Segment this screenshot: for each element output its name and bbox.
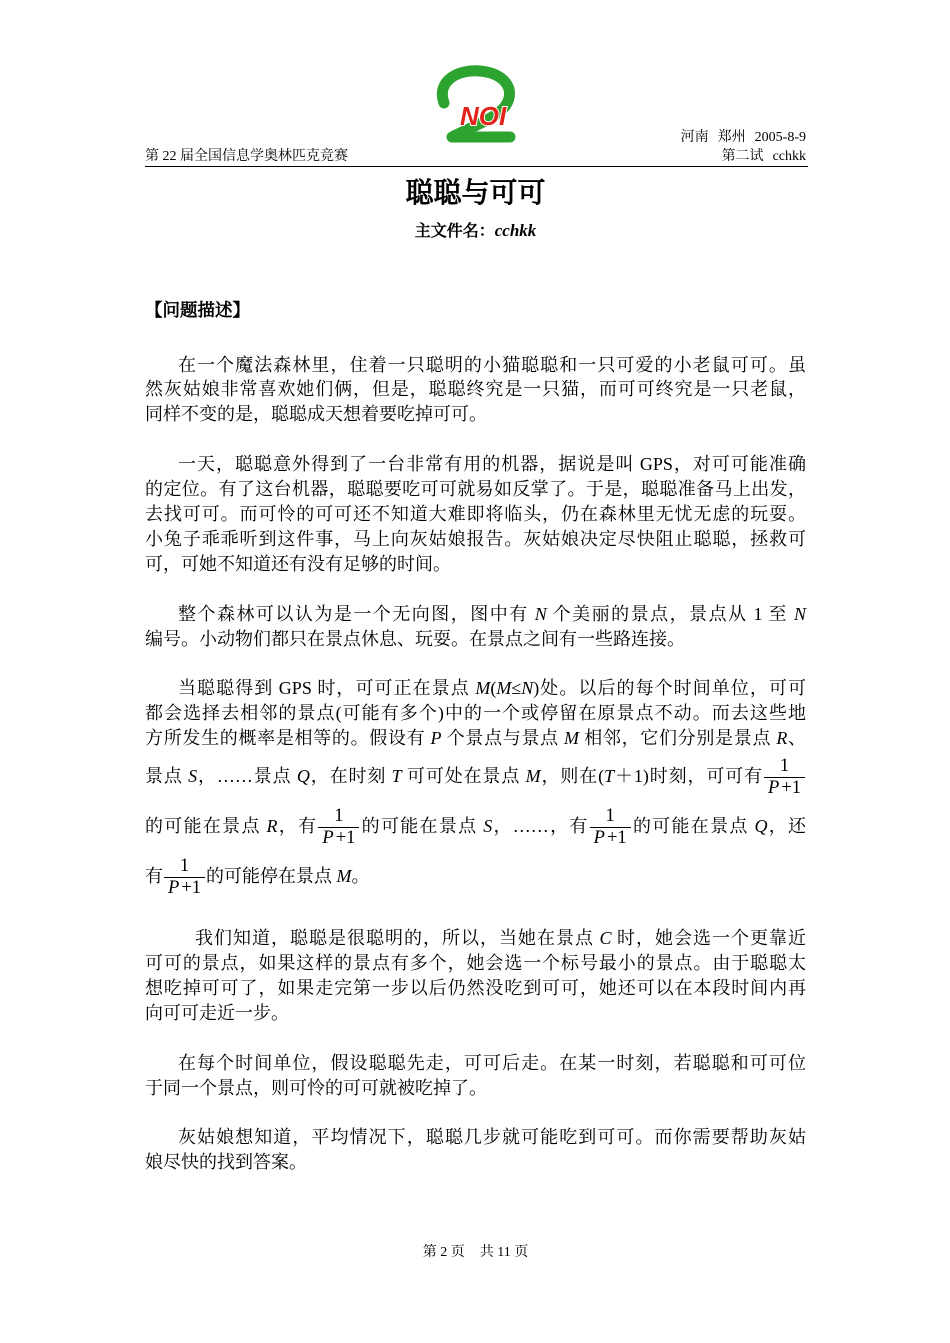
text-run: 想吃掉可可了，如果走完第一步以后仍然没吃到可可，她还可以在本段时间内再 [145,977,806,998]
text-run: 娘尽快的找到答案。 [145,1152,307,1173]
text-line [145,951,806,976]
fraction-denominator-rest: +1 [781,778,802,799]
header-location-date [681,129,806,147]
text-line [145,452,806,477]
text-run: 可可的景点，如果这样的景点有多个，她会选一个标号最小的景点。由于聪聪太 [145,952,806,973]
footer-page-number: 第 2 页 [422,1245,465,1260]
math-variable: N [534,603,547,624]
filename-value: cchkk [494,221,537,240]
math-variable: S [188,766,198,787]
fraction-denominator [764,777,805,799]
math-variable: T [391,766,402,787]
fraction-numerator: 1 [779,756,790,777]
text-run: 的可能在景点 [360,816,484,837]
text-run: 向可可走近一步。 [145,1002,289,1023]
math-variable: P [168,878,180,899]
header-divider [145,166,808,167]
text-run: ≤ [511,678,522,699]
header-round [722,148,806,166]
text-line [145,676,806,701]
paragraph [145,353,806,428]
text-line [145,801,806,851]
math-variable: P [593,828,605,849]
header-contest-name: 第 22 届全国信息学奥林匹克竞赛 [145,149,348,164]
text-run: 在每个时间单位，假设聪聪先走，可可后走。在某一时刻，若聪聪和可可位 [178,1052,806,1073]
text-line [145,1125,806,1150]
header-date: 2005-8-9 [754,130,806,145]
fraction-denominator-rest: +1 [335,828,356,849]
math-variable: C [599,928,612,949]
text-run: 去找可可。而可怜的可可还不知道大难即将临头，仍在森林里无忧无虑的玩耍。 [145,503,806,524]
text-run: 小兔子乖乖听到这件事，马上向灰姑娘报告。灰姑娘决定尽快阻止聪聪，拯救可 [145,528,806,549]
text-run: 然灰姑娘非常喜欢她们俩，但是，聪聪终究是一只猫，而可可终究是一只老鼠， [145,379,806,400]
text-run: 的可能在景点 [145,816,267,837]
text-run: 在一个魔法森林里，住着一只聪明的小猫聪聪和一只可爱的小老鼠可可。虽 [178,354,806,375]
text-run: 、 [787,728,807,749]
math-variable: S [483,816,493,837]
text-line [145,926,806,951]
paragraph [145,1051,806,1101]
fraction [764,756,805,799]
text-run: )处。以后的每个时间单位，可可 [533,678,806,699]
text-run: ，在时刻 [309,766,392,787]
math-variable: R [776,728,788,749]
text-run: ，……景点 [197,766,297,787]
text-line [145,402,806,427]
text-run: 时，她会选一个更靠近 [611,928,807,949]
text-run: 同样不变的是，聪聪成天想着要吃掉可可。 [145,404,487,425]
noi-logo [430,63,522,145]
paragraph [145,1125,806,1175]
text-line [145,726,806,751]
text-run: 一天，聪聪意外得到了一台非常有用的机器，据说是叫 GPS，对可可能准确 [178,454,806,475]
text-line [145,751,806,801]
paragraph [145,452,806,576]
paragraph [145,676,806,901]
fraction-numerator: 1 [179,856,190,877]
fraction-numerator: 1 [334,806,344,827]
math-variable: N [521,678,534,699]
problem-body [145,353,806,1201]
fraction-denominator-rest: +1 [181,878,201,899]
text-run: ，……，有 [492,816,589,837]
math-variable: M [564,728,580,749]
text-line [145,502,806,527]
header-round-label: 第二试 [721,149,764,164]
text-run: ( [490,678,497,699]
text-line [145,527,806,552]
text-run: 当聪聪得到 GPS 时，可可正在景点 [178,678,476,699]
main-filename [145,220,806,242]
text-run: 有 [145,866,163,887]
header-province: 河南 [680,130,709,145]
header-city: 郑州 [717,130,746,145]
fraction-denominator [318,827,359,849]
text-line [145,552,806,577]
text-run: 相邻，它们分别是景点 [579,728,777,749]
section-heading: 【问题描述】 [145,301,250,321]
math-variable: T [604,766,615,787]
header-problem-code: cchkk [772,149,806,164]
footer-total-pages: 共 11 页 [479,1245,529,1260]
text-line [145,602,806,627]
text-line [145,1001,806,1026]
text-line [145,377,806,402]
page-footer [145,1244,806,1262]
fraction-denominator-rest: +1 [606,828,627,849]
text-run: ＋1)时刻，可可有 [614,766,764,787]
math-variable: M [475,678,491,699]
text-line [145,1051,806,1076]
text-run: 我们知道，聪聪是很聪明的，所以，当她在景点 [195,928,600,949]
text-run: 可可处在景点 [401,766,526,787]
math-variable: M [336,866,352,887]
text-line [145,701,806,726]
text-run: 个景点与景点 [441,728,565,749]
text-run: ，还 [767,816,807,837]
text-line [145,627,806,652]
text-run: 的可能停在景点 [206,866,337,887]
logo-text: NOI [460,101,507,131]
math-variable: P [322,828,334,849]
text-line [145,1076,806,1101]
text-run: 灰姑娘想知道，平均情况下，聪聪几步就可能吃到可可。而你需要帮助灰姑 [178,1127,806,1148]
math-variable: N [793,603,806,624]
math-variable: P [430,728,442,749]
text-run: 都会选择去相邻的景点(可能有多个)中的一个或停留在原景点不动。而去这些地 [145,703,806,724]
text-line [145,1150,806,1175]
text-run: ，则在( [540,766,605,787]
text-run: ，有 [277,816,318,837]
text-run: 的定位。有了这台机器，聪聪要吃可可就易如反掌了。于是，聪聪准备马上出发， [145,479,806,500]
math-variable: Q [296,766,310,787]
problem-title: 聪聪与可可 [405,176,546,209]
math-variable: M [496,678,512,699]
fraction [164,856,205,899]
fraction [590,806,631,849]
paragraph [145,602,806,652]
text-run: 可，可她不知道还有没有足够的时间。 [145,553,451,574]
math-variable: Q [754,816,768,837]
text-line [145,976,806,1001]
text-run: 。 [351,866,370,887]
text-run: 景点 [145,766,189,787]
text-line [145,477,806,502]
fraction [318,806,359,849]
math-variable: P [768,778,780,799]
paragraph [145,926,806,1026]
fraction-denominator [590,827,631,849]
text-line [145,353,806,378]
text-run: 于同一个景点，则可怜的可可就被吃掉了。 [145,1077,487,1098]
text-line [145,851,806,901]
math-variable: M [525,766,541,787]
text-run: 整个森林可以认为是一个无向图，图中有 [178,603,535,624]
text-run: 方所发生的概率是相等的。假设有 [145,728,431,749]
filename-label: 主文件名： [414,221,495,240]
text-run: 的可能在景点 [631,816,755,837]
fraction-denominator [164,877,205,899]
fraction-numerator: 1 [605,806,615,827]
text-run: 个美丽的景点，景点从 1 至 [546,603,794,624]
text-run: 编号。小动物们都只在景点休息、玩耍。在景点之间有一些路连接。 [145,628,685,649]
math-variable: R [266,816,278,837]
